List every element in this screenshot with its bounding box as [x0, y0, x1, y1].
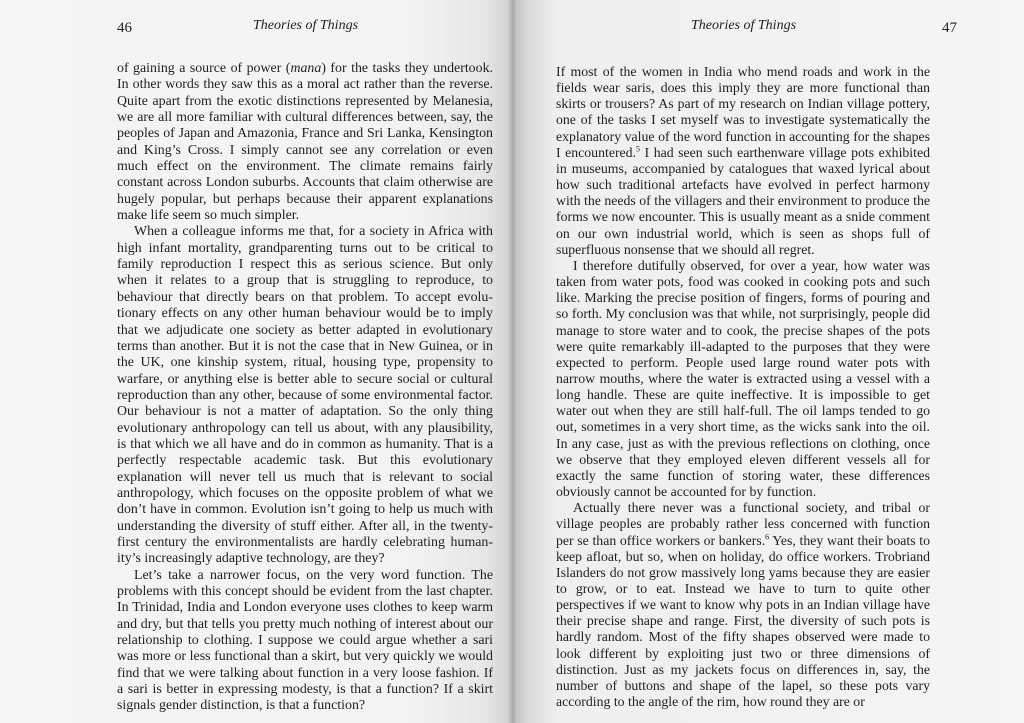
right-page [512, 0, 1024, 723]
book-gutter [508, 0, 518, 723]
footnote-marker: 5 [636, 144, 641, 154]
running-header: Theories of Things [691, 18, 797, 33]
body-text [117, 61, 493, 715]
paragraph [556, 258, 930, 500]
text-run: of gaining a source of power ( [117, 61, 291, 76]
text-run: I had seen such earthenware village pots exhibited in museums, accompanied by catalogues that waxed lyrical about how such traditional artefacts have evolved in perfect harmony with the needs of the villagers and their environment to produce the forms we now encounter. This is usually meant as a snide comment on our own industrial world, which is seen as shops full of superfluous nonsense that we should all regret. [556, 144, 930, 257]
text-run: When a colleague informs me that, for a society in Africa with high infant mortality, grandparenting turns out to be critical to family reproduction I respect this as serious science. But only when it relates to a group that is struggling to reproduce, to behaviour that directly bears on that problem. To accept evolutionary effects on any other human behaviour would be to imply that we adjudicate one society as better adapted in evolutionary terms than another. But it is not the case that in New Guinea, or in the UK, one kinship system, ritual, housing type, propensity to warfare, or anything else is better able to secure social or cultural reproduction than any other, because of some environmental factor. Our behaviour is not a matter of adaptation. So the only thing evolutionary anthropology can tell us about, with any plausibility, is that which we all have and do in common as humanity. That is a perfectly respectable academic task. But this evolutionary explanation will never tell us much that is relevant to social anthropology, which focuses on the opposite problem of what we don’t have in common. Evolution isn’t going to help us much with understanding the diversity of stuff either. After all, in the twenty-first century the environmentalists are hardly celebrating humanity’s increasingly adaptive technology, are they? [117, 224, 493, 567]
paragraph [556, 64, 930, 258]
page-number: 46 [117, 20, 132, 36]
footnote-marker: 6 [765, 531, 770, 541]
text-run: Yes, they want their boats to keep afloat, but so, when on holiday, do office workers. Trobriand Islanders do not grow massively long yams because they are easier to grow, or to eat. Instead we have to turn to quite other perspectives if we want to know why pots in an Indian village have their precise shape and range. First, the diversity of such pots is hardly random. Most of the fifty shapes observed were made to look different by exploiting just two or three dimensions of distinction. Just as my jackets focus on differences in, say, the number of buttons and shape of the lapel, so these pots vary according to the angle of the rim, how round they are or [556, 532, 930, 710]
italic-term: mana [290, 61, 322, 76]
body-text [556, 64, 930, 710]
text-run: Let’s take a narrower focus, on the very word function. The problems with this concept should be evident from the last chapter. In Trinidad, India and London everyone uses clothes to keep warm and dry, but that tells you pretty much nothing of interest about our relationship to clothing. I suppose we could argue whether a sari was more or less functional than a skirt, but very quickly we would find that we were talking about function in a very loose fashion. If a sari is better in expressing modesty, is that a function? If a skirt signals gender distinction, is that a function? [117, 567, 493, 714]
page-number: 47 [942, 20, 957, 36]
paragraph [117, 568, 493, 715]
running-header: Theories of Things [253, 18, 359, 33]
text-run: ) for the tasks they undertook. In other words they saw this as a moral act rather than the reverse. Quite apart from the exotic distinctions represented by Melanesia, we are all more familiar with cultural differences between, say, the peoples of Japan and Amazonia, France and Sri Lanka, Kensington and King’s Cross. I simply cannot see any correlation or even much effect on the environment. The climate remains fairly constant across London suburbs. Accounts that claim otherwise are hugely popular, but perhaps because their apparent explanations make life seem so much simpler. [117, 61, 493, 224]
text-run: If most of the women in India who mend roads and work in the fields wear saris, does this imply they are more functional than skirts or trousers? As part of my research on Indian village pottery, one of the tasks I set myself was to investigate systematically the explanatory value of the word function in accounting for the shapes I encountered. [556, 64, 930, 160]
paragraph [556, 500, 930, 710]
text-run: I therefore dutifully observed, for over a year, how water was taken from water pots, food was cooked in cooking pots and such like. Marking the precise position of fingers, forms of pouring and so forth. My conclusion was that while, not surprisingly, people did manage to store water and to cook, the precise shapes of the pots were quite remarkably ill-adapted to the purposes that they were expected to perform. People used large round water pots with narrow mouths, where the water is extracted using a vessel with a long handle. These are quite ineffective. It is impossible to get water out when they are still half-full. The oil lamps tended to go out, sometimes in a very short time, as the wicks sank into the oil. In any case, just as with the previous reflections on clothing, once we observe that they employed eleven different vessels all for exactly the same function of storing water, these differences obviously cannot be accounted for by function. [556, 257, 930, 500]
paragraph [117, 224, 493, 567]
paragraph [117, 61, 493, 224]
text-run: Actually there never was a functional society, and tribal or village peoples are probably rather less concerned with function per se than office workers or bankers. [556, 500, 930, 548]
